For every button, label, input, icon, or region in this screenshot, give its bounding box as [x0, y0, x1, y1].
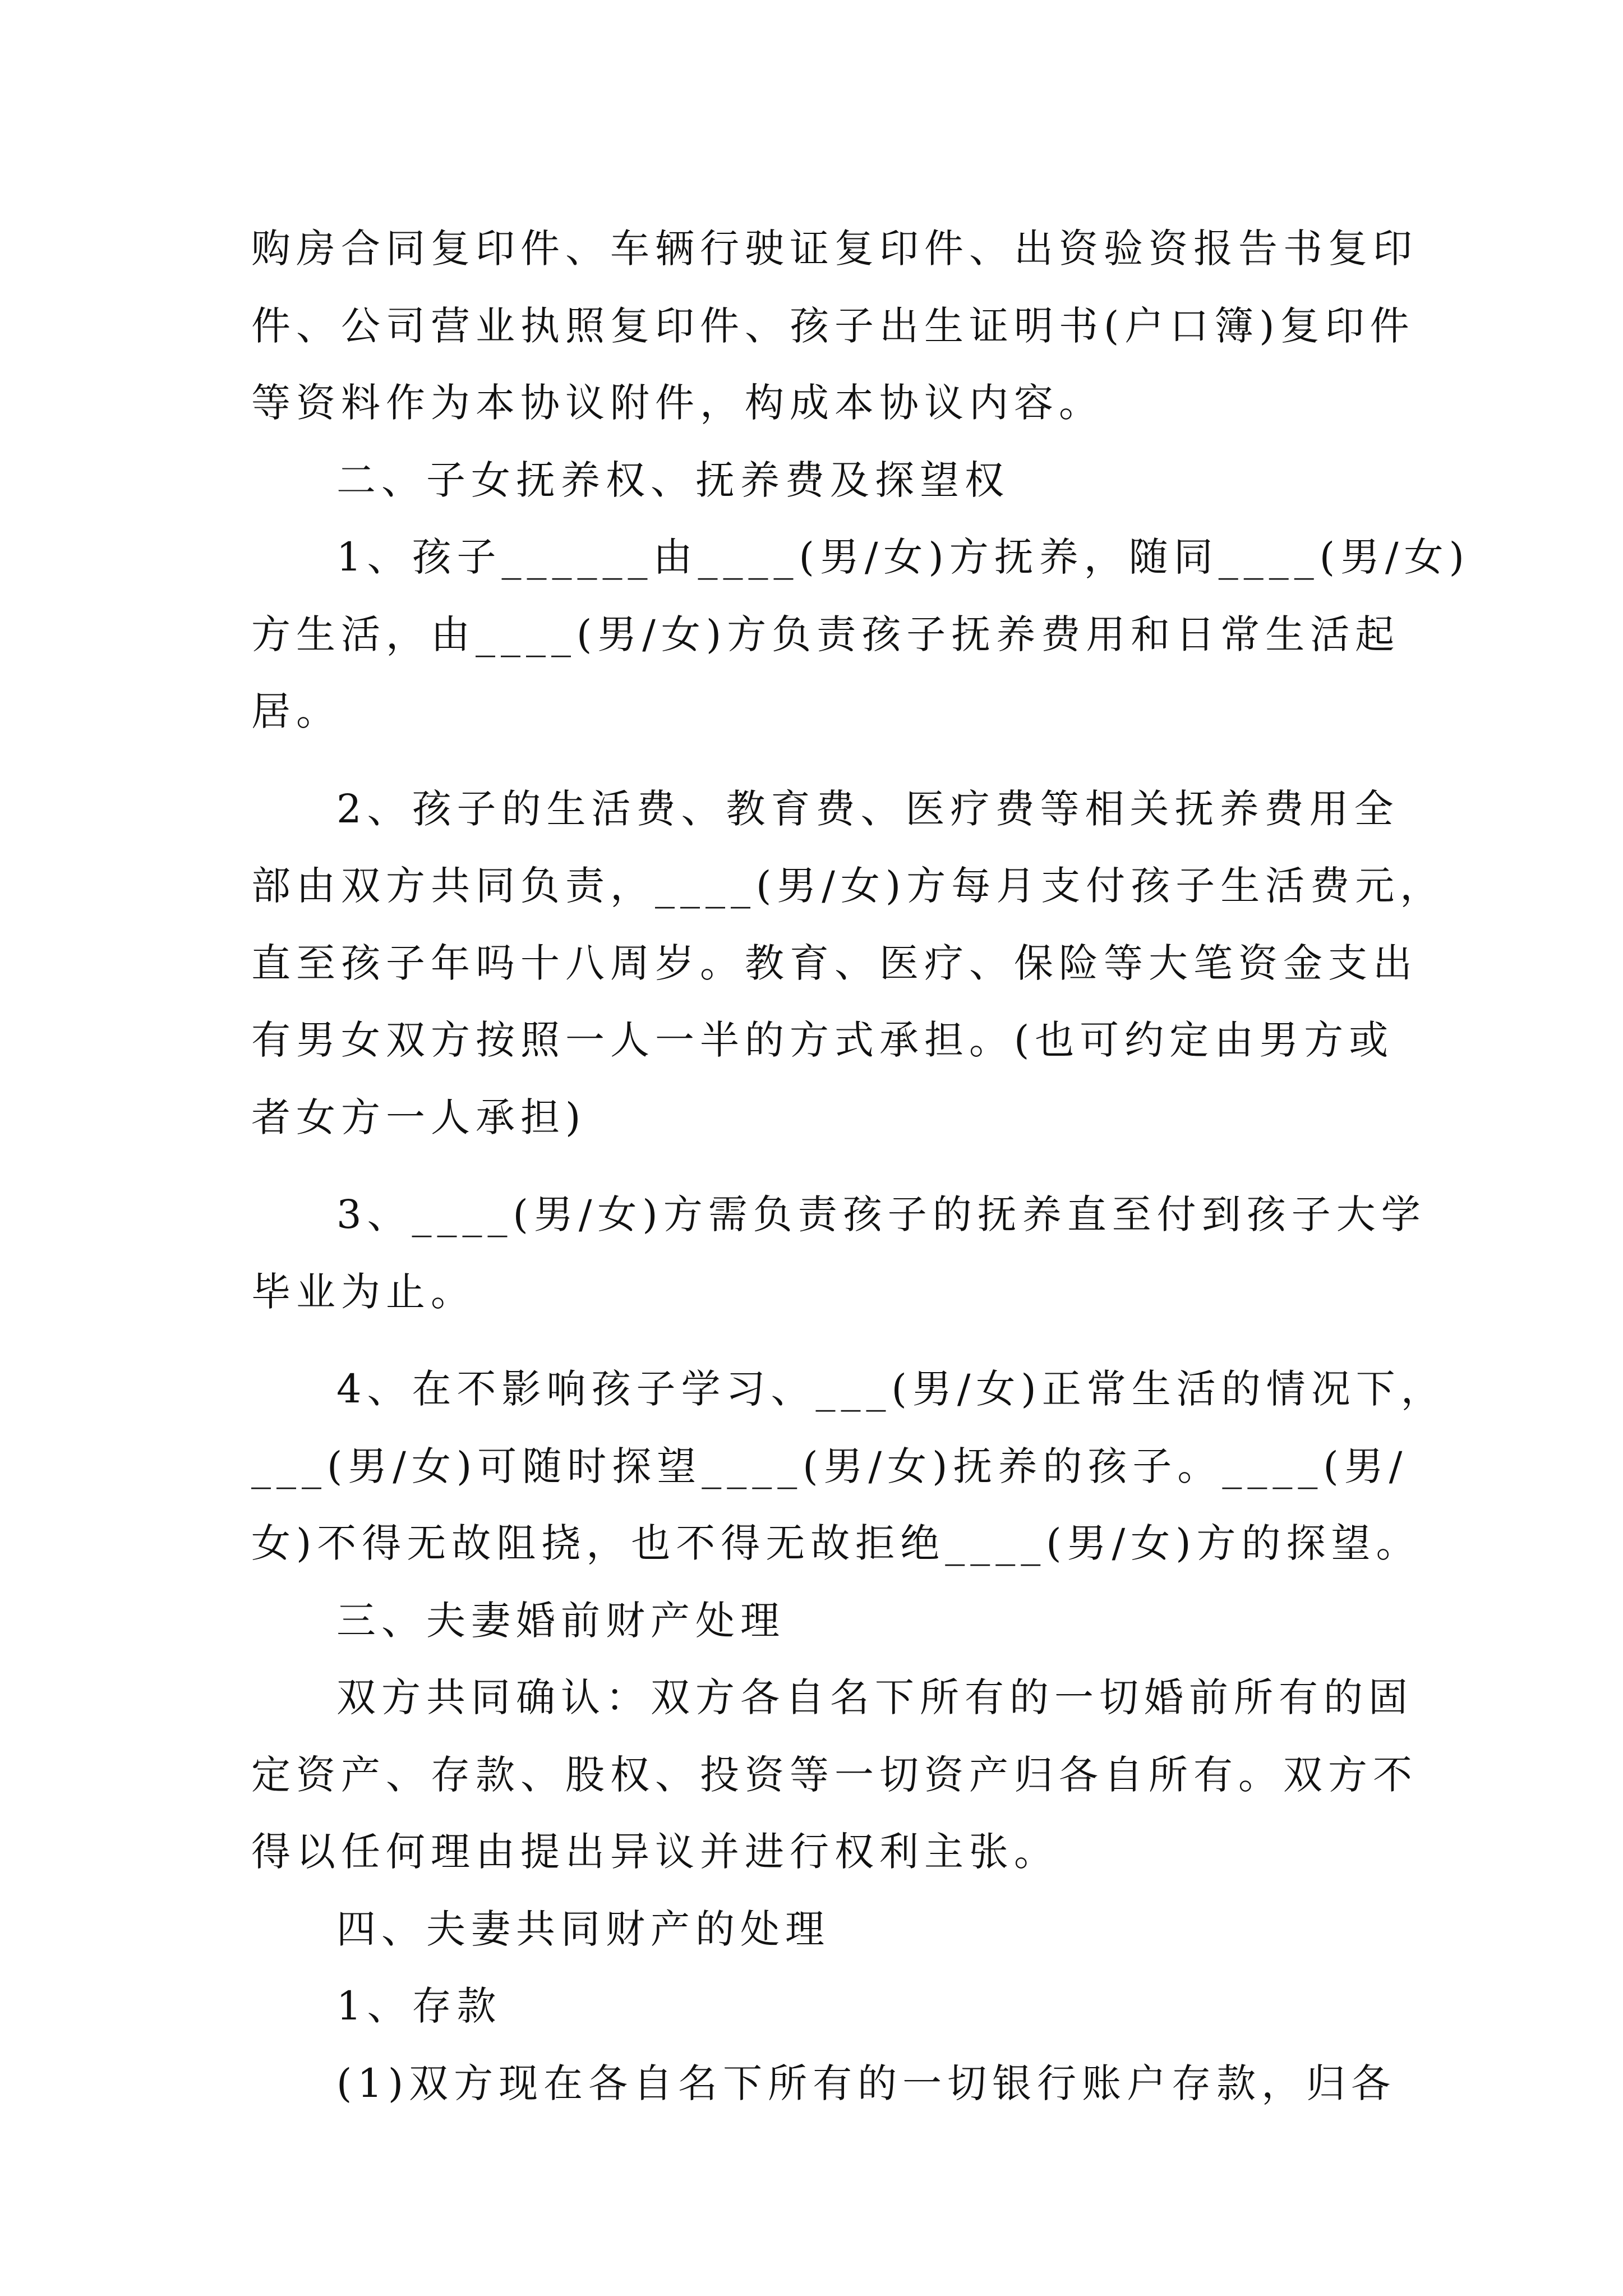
- text-line: ___(男/女)可随时探望____(男/女)抚养的孩子。____(男/: [251, 1443, 1408, 1489]
- document-body: [251, 210, 1470, 2122]
- text-line: 等资料作为本协议附件，构成本协议内容。: [251, 380, 1104, 426]
- subsection-heading-deposits: 1、存款: [336, 1983, 502, 2029]
- text-line: 女)不得无故阻挠，也不得无故拒绝____(男/女)方的探望。: [251, 1520, 1421, 1566]
- paragraph-start-1: 1、孩子______由____(男/女)方抚养，随同____(男/女): [336, 534, 1470, 580]
- text-line: 定资产、存款、股权、投资等一切资产归各自所有。双方不: [251, 1751, 1418, 1798]
- text-line: 者女方一人承担): [251, 1094, 587, 1140]
- text-line: 方生活，由____(男/女)方负责孩子抚养费用和日常生活起: [251, 611, 1400, 657]
- section-heading-premarital-property: 三、夫妻婚前财产处理: [336, 1597, 785, 1644]
- paragraph-start-3: 3、____(男/女)方需负责孩子的抚养直至付到孩子大学: [336, 1191, 1426, 1237]
- text-line: 得以任何理由提出异议并进行权利主张。: [251, 1829, 1059, 1875]
- paragraph-gap: [251, 1156, 1390, 1176]
- text-line: 件、公司营业执照复印件、孩子出生证明书(户口簿)复印件: [251, 302, 1415, 349]
- paragraph-start-deposits-1: (1)双方现在各自名下所有的一切银行账户存款，归各: [336, 2060, 1396, 2106]
- paragraph-start-4: 4、在不影响孩子学习、___(男/女)正常生活的情况下，: [336, 1366, 1446, 1412]
- text-line: 毕业为止。: [251, 1268, 476, 1315]
- paragraph-start-confirmation: 双方共同确认：双方各自名下所有的一切婚前所有的固: [336, 1674, 1413, 1720]
- text-line: 部由双方共同负责，____(男/女)方每月支付孩子生活费元，: [251, 863, 1445, 909]
- paragraph-start-2: 2、孩子的生活费、教育费、医疗费等相关抚养费用全: [336, 785, 1399, 832]
- paragraph-gap: [251, 751, 1390, 771]
- text-line: 购房合同复印件、车辆行驶证复印件、出资验资报告书复印: [251, 226, 1418, 272]
- text-line: 有男女双方按照一人一半的方式承担。(也可约定由男方或: [251, 1017, 1394, 1063]
- paragraph-gap: [251, 1331, 1390, 1351]
- section-heading-joint-property: 四、夫妻共同财产的处理: [336, 1906, 830, 1952]
- text-line: 居。: [251, 688, 341, 734]
- text-line: 直至孩子年吗十八周岁。教育、医疗、保险等大笔资金支出: [251, 940, 1418, 986]
- section-heading-custody: 二、子女抚养权、抚养费及探望权: [336, 457, 1009, 503]
